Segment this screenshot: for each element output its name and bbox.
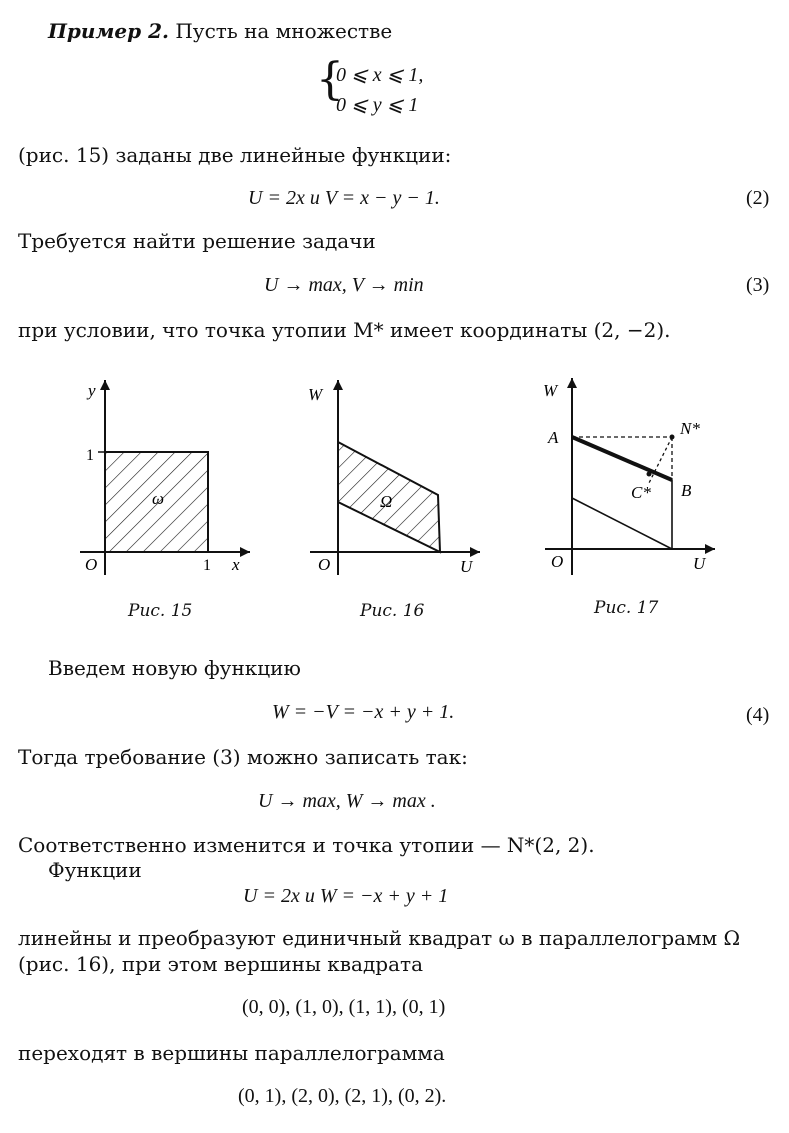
figure-16-caption: Рис. 16: [360, 601, 425, 621]
equation-3: U → max, V → min: [264, 274, 424, 296]
figure-17-caption: Рис. 17: [594, 598, 659, 618]
fig17-point-c: [647, 472, 652, 477]
equation-square-vertices: (0, 0), (1, 0), (1, 1), (0, 1): [242, 996, 446, 1018]
fig15-x-label: x: [232, 555, 240, 574]
fig17-w-arrow: [567, 378, 577, 388]
equation-3-number: (3): [746, 274, 770, 296]
fig16-u-label: U: [460, 557, 473, 576]
figure-15-caption: Рис. 15: [128, 601, 193, 621]
paragraph-functions: (рис. 15) заданы две линейные функции:: [18, 143, 452, 167]
fig17-point-c-label: C*: [631, 483, 651, 502]
paragraph-square-vertices: (рис. 16), при этом вершины квадрата: [18, 952, 423, 976]
fig17-origin: O: [551, 552, 564, 571]
paragraph-requirement: Тогда требование (3) можно записать так:: [18, 745, 468, 769]
fig17-point-n: [670, 435, 675, 440]
equation-4: W = −V = −x + y + 1.: [272, 701, 455, 723]
equation-4-number: (4): [746, 704, 770, 726]
fig15-y-label: y: [88, 381, 96, 400]
example-intro: Пусть на множестве: [175, 19, 393, 43]
fig17-point-b-label: B: [681, 481, 692, 500]
example-heading: [48, 19, 392, 43]
fig17-pareto-edge: [572, 437, 672, 480]
paragraph-parallelogram-vertices: переходят в вершины параллелограмма: [18, 1041, 445, 1065]
paragraph-task: Требуется найти решение задачи: [18, 229, 376, 253]
fig15-origin: O: [85, 555, 98, 574]
figure-15: [70, 370, 260, 580]
paragraph-linear-transform: линейны и преобразуют единичный квадрат ω в параллелограмм Ω: [18, 926, 741, 950]
paragraph-utopia-point: при условии, что точка утопии M* имеет координаты (2, −2).: [18, 318, 671, 342]
fig17-lower-edge: [572, 498, 672, 549]
fig15-y-tick-label: 1: [86, 447, 94, 464]
fig16-u-arrow: [470, 547, 480, 557]
system-line-2: 0 ⩽ y ⩽ 1: [336, 94, 419, 116]
equation-2-number: (2): [746, 187, 770, 209]
fig17-point-a-label: A: [548, 428, 559, 447]
fig16-w-label: W: [308, 385, 323, 404]
fig17-w-label: W: [543, 381, 558, 400]
figure-16: [300, 370, 500, 580]
equation-5: U → max, W → max .: [258, 790, 436, 812]
fig17-point-n-label: N*: [680, 419, 700, 438]
fig16-w-arrow: [333, 380, 343, 390]
example-label: Пример 2.: [48, 19, 169, 43]
paragraph-utopia-change: Соответственно изменится и точка утопии — N*(2, 2).: [18, 833, 595, 857]
fig15-y-arrow: [100, 380, 110, 390]
figure-17: [535, 370, 735, 580]
system-line-1: 0 ⩽ x ⩽ 1,: [336, 64, 424, 86]
paragraph-new-function: Введем новую функцию: [48, 656, 301, 680]
fig15-region-label: ω: [152, 489, 165, 508]
fig15-x-arrow: [240, 547, 250, 557]
fig16-region-label: Ω: [380, 492, 393, 511]
fig16-origin: O: [318, 555, 331, 574]
fig17-u-arrow: [705, 544, 715, 554]
fig15-x-tick-label: 1: [203, 557, 211, 574]
equation-parallelogram-vertices: (0, 1), (2, 0), (2, 1), (0, 2).: [238, 1085, 447, 1107]
equation-6: U = 2x и W = −x + y + 1: [243, 885, 449, 907]
fig17-u-label: U: [693, 554, 706, 573]
equation-2: U = 2x и V = x − y − 1.: [248, 187, 440, 209]
system-brace: {: [316, 54, 344, 105]
paragraph-functions-label: Функции: [48, 858, 142, 882]
